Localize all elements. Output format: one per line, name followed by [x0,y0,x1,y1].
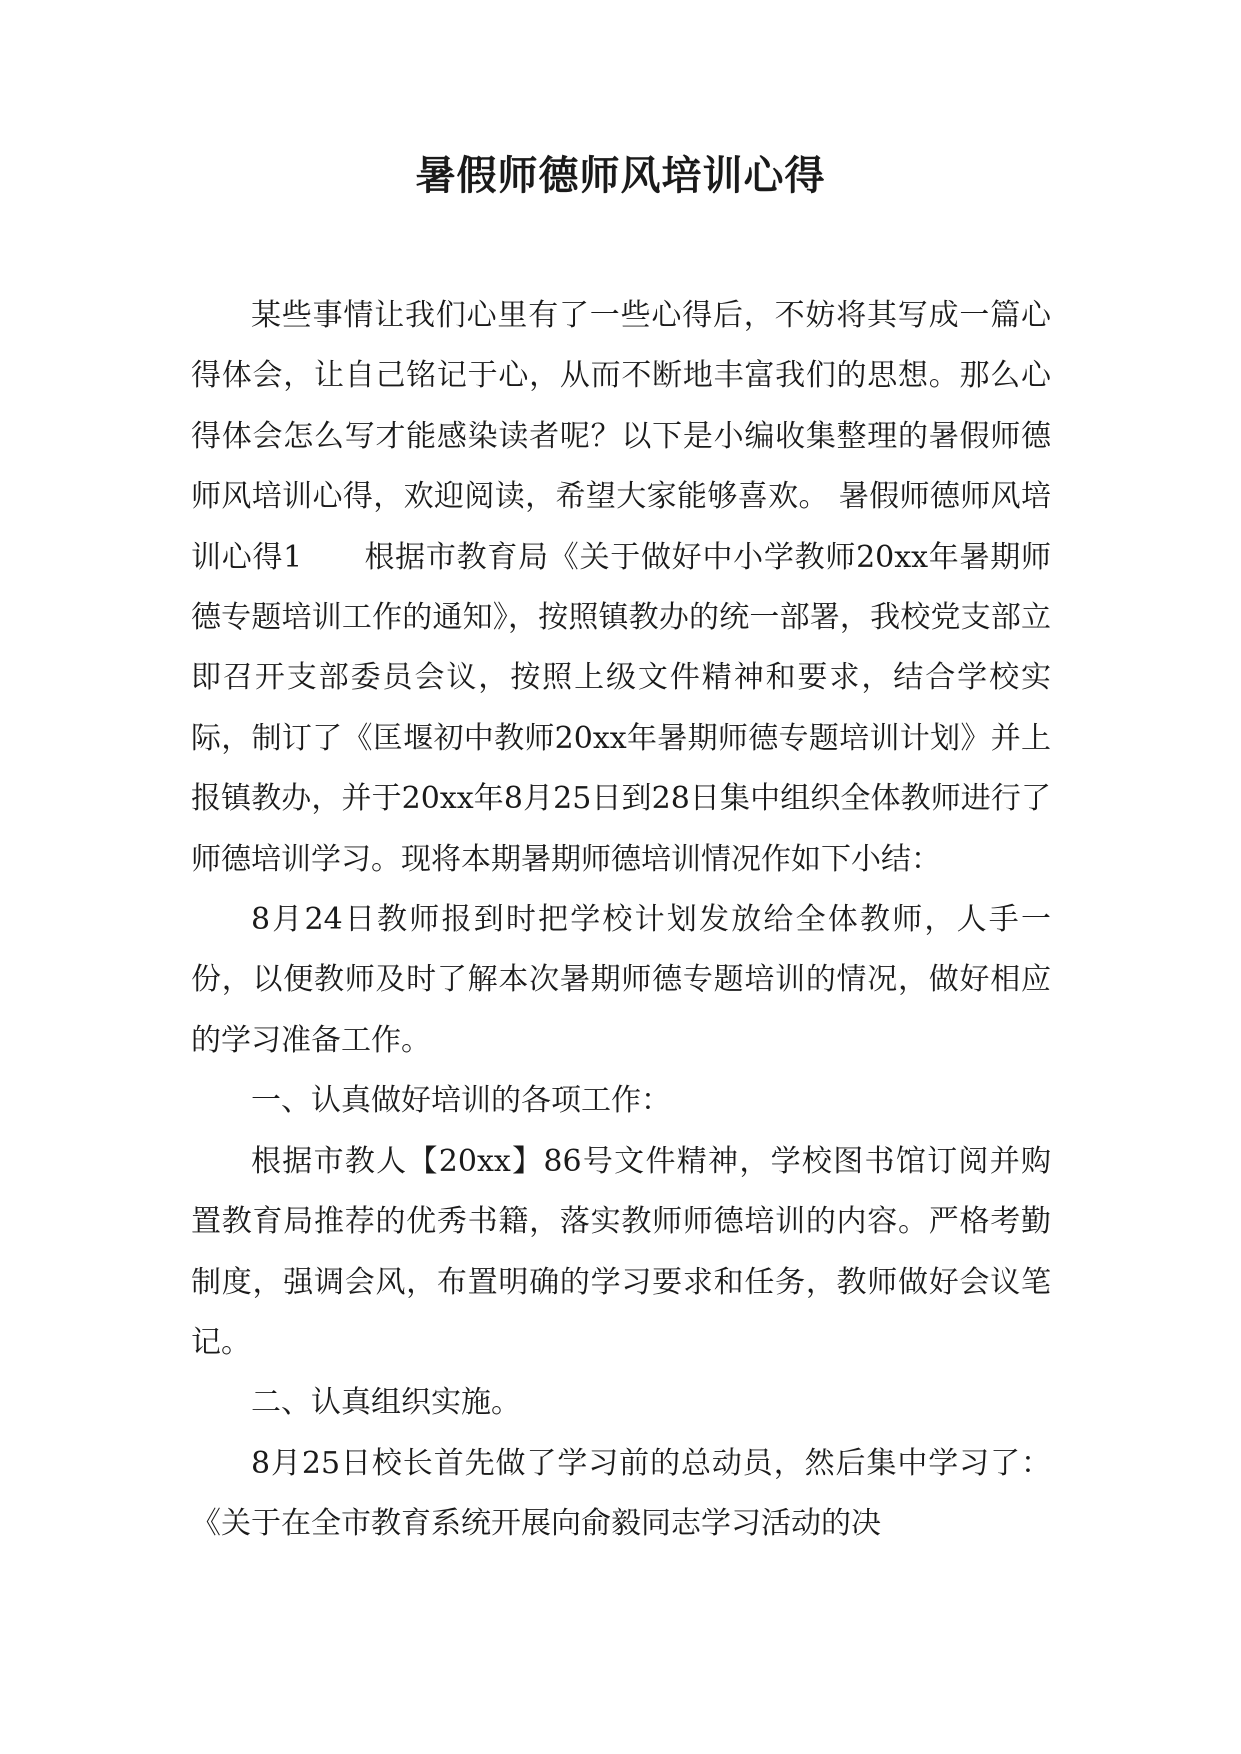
paragraph-section-1: 根据市教人【20xx】86号文件精神，学校图书馆订阅并购置教育局推荐的优秀书籍，落实教师师德培训的内容。严格考勤制度，强调会风，布置明确的学习要求和任务，教师做好会议笔记。 [191,1143,1051,1360]
paragraph-intro: 某些事情让我们心里有了一些心得后，不妨将其写成一篇心得体会，让自己铭记于心，从而不断地丰富我们的思想。那么心得体会怎么写才能感染读者呢？以下是小编收集整理的暑假师德师风培训心得，欢迎阅读，希望大家能够喜欢。 暑假师德师风培训心得1 根据市教育局《关于做好中小学教师20xx年暑期师德专题培训工作的通知》，按照镇教办的统一部署，我校党支部立即召开支部委员会议，按照上级文件精神和要求，结合学校实际，制订了《匡堰初中教师20xx年暑期师德专题培训计划》并上报镇教办，并于20xx年8月25日到28日集中组织全体教师进行了师德培训学习。现将本期暑期师德培训情况作如下小结： [191,298,1051,877]
document-title: 暑假师德师风培训心得 [415,152,826,199]
paragraph-registration: 8月24日教师报到时把学校计划发放给全体教师，人手一份，以便教师及时了解本次暑期师德专题培训的情况，做好相应的学习准备工作。 [191,902,1051,1058]
paragraph-section-2: 8月25日校长首先做了学习前的总动员，然后集中学习了：《关于在全市教育系统开展向俞毅同志学习活动的决 [191,1445,1051,1542]
section-heading-2: 二、认真组织实施。 [251,1385,521,1421]
section-heading-1: 一、认真做好培训的各项工作： [251,1083,671,1119]
document-body [191,286,1051,1555]
